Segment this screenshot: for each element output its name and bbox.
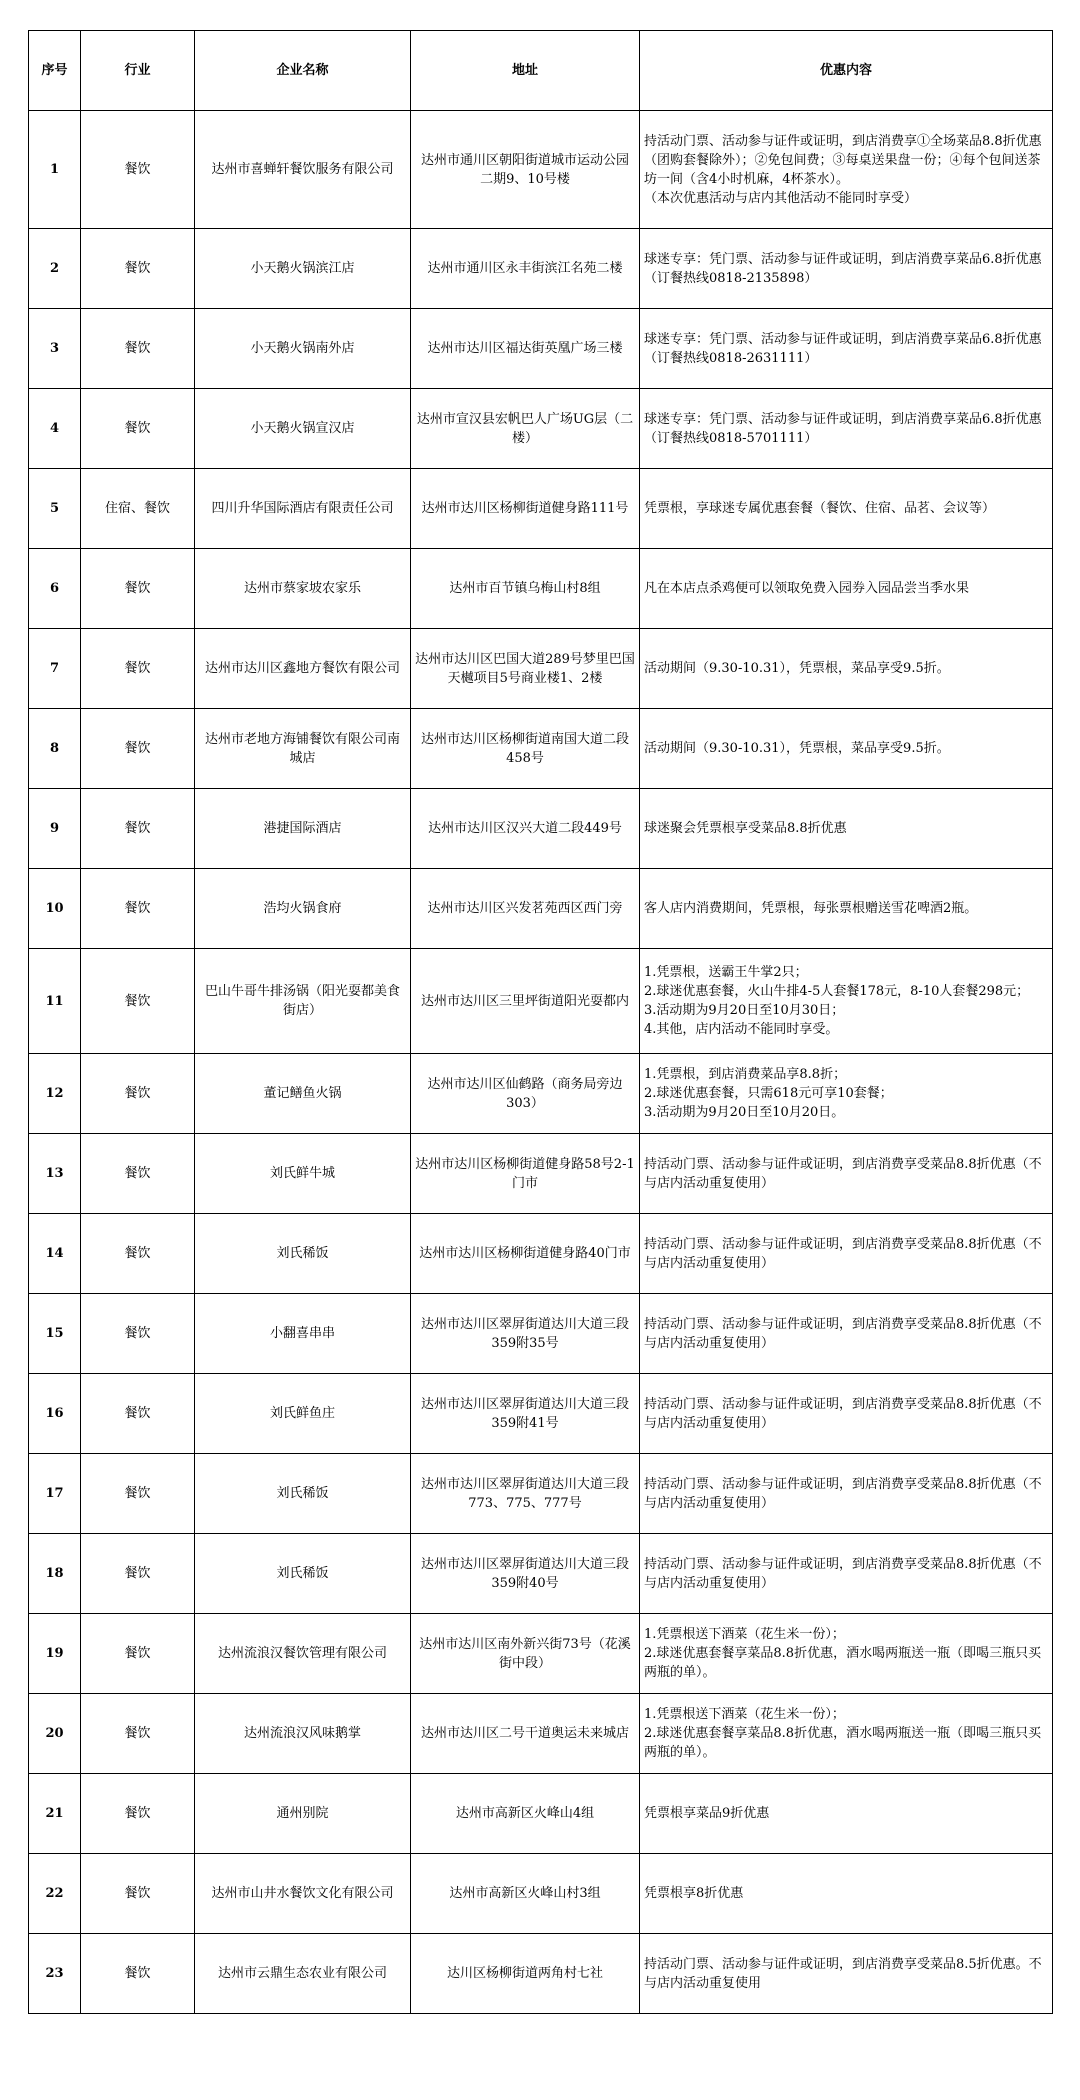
row-company-cell: 小翻喜串串: [195, 1294, 411, 1374]
offer-line: 持活动门票、活动参与证件或证明，到店消费享受菜品8.8折优惠（不与店内活动重复使用）: [644, 1156, 1042, 1191]
row-address-cell: 达州市达川区二号干道奥运未来城店: [411, 1694, 640, 1774]
row-industry-cell: 餐饮: [81, 1774, 195, 1854]
row-company-cell: 小天鹅火锅南外店: [195, 309, 411, 389]
row-industry-cell: 餐饮: [81, 869, 195, 949]
offer-line: 4.其他，店内活动不能同时享受。: [644, 1022, 839, 1037]
row-company-cell: 刘氏稀饭: [195, 1214, 411, 1294]
row-offer-cell: [640, 469, 1053, 549]
row-seq-cell: 16: [29, 1374, 81, 1454]
offer-line: 持活动门票、活动参与证件或证明，到店消费享受菜品8.8折优惠（不与店内活动重复使用）: [644, 1236, 1042, 1271]
row-industry-cell: 餐饮: [81, 1454, 195, 1534]
merchant-discount-table: [28, 30, 1053, 2014]
row-offer-cell: [640, 1214, 1053, 1294]
row-seq-cell: 15: [29, 1294, 81, 1374]
table-row: [29, 1934, 1053, 2014]
offer-line: 活动期间（9.30-10.31），凭票根，菜品享受9.5折。: [644, 661, 950, 676]
row-address-cell: 达州市百节镇乌梅山村8组: [411, 549, 640, 629]
table-row: [29, 229, 1053, 309]
offer-line: 客人店内消费期间，凭票根，每张票根赠送雪花啤酒2瓶。: [644, 901, 978, 916]
offer-line: 1.凭票根，送霸王牛掌2只；: [644, 965, 808, 980]
table-row: [29, 549, 1053, 629]
row-offer-cell: [640, 1534, 1053, 1614]
offer-line: 凡在本店点杀鸡便可以领取免费入园券入园品尝当季水果: [644, 581, 970, 596]
offer-line: 3.活动期为9月20日至10月20日。: [644, 1105, 845, 1120]
row-industry-cell: 餐饮: [81, 549, 195, 629]
row-offer-cell: [640, 1294, 1053, 1374]
row-industry-cell: 餐饮: [81, 111, 195, 229]
table-row: [29, 309, 1053, 389]
offer-line: 活动期间（9.30-10.31），凭票根，菜品享受9.5折。: [644, 741, 950, 756]
row-address-cell: 达州市达川区杨柳街道健身路111号: [411, 469, 640, 549]
table-row: [29, 111, 1053, 229]
offer-line: （订餐热线0818-5701111）: [644, 430, 818, 446]
row-address-cell: 达州市通川区朝阳街道城市运动公园二期9、10号楼: [411, 111, 640, 229]
offer-line: 球迷聚会凭票根享受菜品8.8折优惠: [644, 821, 847, 836]
row-company-cell: 浩均火锅食府: [195, 869, 411, 949]
row-address-cell: 达州市达川区翠屏街道达川大道三段359附35号: [411, 1294, 640, 1374]
row-company-cell: 港捷国际酒店: [195, 789, 411, 869]
row-seq-cell: 4: [29, 389, 81, 469]
row-offer-cell: [640, 1054, 1053, 1134]
row-company-cell: 达州流浪汉餐饮管理有限公司: [195, 1614, 411, 1694]
row-address-cell: 达州市达川区三里坪街道阳光耍都内: [411, 949, 640, 1054]
row-seq-cell: 18: [29, 1534, 81, 1614]
row-industry-cell: 餐饮: [81, 709, 195, 789]
table-row: [29, 389, 1053, 469]
offer-line: 持活动门票、活动参与证件或证明，到店消费享受菜品8.8折优惠（不与店内活动重复使用）: [644, 1316, 1042, 1351]
row-offer-cell: [640, 1614, 1053, 1694]
offer-line: 2.球迷优惠套餐享菜品8.8折优惠，酒水喝两瓶送一瓶（即喝三瓶只买两瓶的单）。: [644, 1726, 1042, 1760]
table-row: [29, 1454, 1053, 1534]
table-row: [29, 709, 1053, 789]
row-company-cell: 四川升华国际酒店有限责任公司: [195, 469, 411, 549]
row-address-cell: 达州市宣汉县宏帆巴人广场UG层（二楼）: [411, 389, 640, 469]
row-company-cell: 刘氏稀饭: [195, 1534, 411, 1614]
table-row: [29, 629, 1053, 709]
row-address-cell: 达州市达川区兴发茗苑西区西门旁: [411, 869, 640, 949]
row-seq-cell: 17: [29, 1454, 81, 1534]
row-industry-cell: 餐饮: [81, 1534, 195, 1614]
row-industry-cell: 餐饮: [81, 309, 195, 389]
row-industry-cell: 餐饮: [81, 389, 195, 469]
row-company-cell: 达州市老地方海铺餐饮有限公司南城店: [195, 709, 411, 789]
table-row: [29, 1054, 1053, 1134]
row-seq-cell: 8: [29, 709, 81, 789]
row-offer-cell: [640, 1374, 1053, 1454]
row-offer-cell: [640, 1854, 1053, 1934]
merchant-discount-table-container: [28, 30, 1052, 2014]
header-offer: 优惠内容: [640, 31, 1053, 111]
offer-line: 凭票根，享球迷专属优惠套餐（餐饮、住宿、品茗、会议等）: [644, 501, 996, 516]
row-industry-cell: 餐饮: [81, 1854, 195, 1934]
row-address-cell: 达州市高新区火峰山村3组: [411, 1854, 640, 1934]
row-offer-cell: [640, 1454, 1053, 1534]
table-body: [29, 111, 1053, 2014]
offer-line: 2.球迷优惠套餐，只需618元可享10套餐；: [644, 1086, 893, 1101]
row-address-cell: 达州市达川区汉兴大道二段449号: [411, 789, 640, 869]
row-company-cell: 刘氏鲜鱼庄: [195, 1374, 411, 1454]
offer-line: 球迷专享：凭门票、活动参与证件或证明，到店消费享菜品6.8折优惠: [644, 331, 1042, 347]
row-seq-cell: 9: [29, 789, 81, 869]
row-seq-cell: 2: [29, 229, 81, 309]
offer-line: 3.活动期为9月20日至10月30日；: [644, 1003, 845, 1018]
table-row: [29, 1694, 1053, 1774]
offer-line: 持活动门票、活动参与证件或证明，到店消费享受菜品8.8折优惠（不与店内活动重复使用）: [644, 1556, 1042, 1591]
table-row: [29, 1134, 1053, 1214]
offer-line: 凭票根享8折优惠: [644, 1886, 744, 1901]
row-seq-cell: 6: [29, 549, 81, 629]
table-row: [29, 869, 1053, 949]
row-company-cell: 小天鹅火锅宣汉店: [195, 389, 411, 469]
row-company-cell: 达州市蔡家坡农家乐: [195, 549, 411, 629]
table-row: [29, 1614, 1053, 1694]
row-offer-cell: [640, 111, 1053, 229]
row-industry-cell: 餐饮: [81, 1294, 195, 1374]
row-industry-cell: 餐饮: [81, 1214, 195, 1294]
offer-line: 持活动门票、活动参与证件或证明，到店消费享①全场菜品8.8折优惠（团购套餐除外）；②免包间费；③每桌送果盘一份；④每个包间送茶坊一间（含4小时机麻，4杯茶水）。: [644, 133, 1042, 187]
table-row: [29, 949, 1053, 1054]
row-offer-cell: [640, 549, 1053, 629]
table-header-row: [29, 31, 1053, 111]
table-row: [29, 789, 1053, 869]
row-industry-cell: 餐饮: [81, 1934, 195, 2014]
row-seq-cell: 23: [29, 1934, 81, 2014]
row-address-cell: 达州市高新区火峰山4组: [411, 1774, 640, 1854]
row-offer-cell: [640, 1774, 1053, 1854]
row-offer-cell: [640, 389, 1053, 469]
row-offer-cell: [640, 1934, 1053, 2014]
row-address-cell: 达州市达川区杨柳街道健身路40门市: [411, 1214, 640, 1294]
row-offer-cell: [640, 709, 1053, 789]
row-offer-cell: [640, 1694, 1053, 1774]
table-row: [29, 1774, 1053, 1854]
offer-line: 持活动门票、活动参与证件或证明，到店消费享受菜品8.8折优惠（不与店内活动重复使用）: [644, 1396, 1042, 1431]
row-company-cell: 达州流浪汉风味鹅掌: [195, 1694, 411, 1774]
row-industry-cell: 餐饮: [81, 229, 195, 309]
row-offer-cell: [640, 1134, 1053, 1214]
row-company-cell: 通州别院: [195, 1774, 411, 1854]
row-seq-cell: 19: [29, 1614, 81, 1694]
row-offer-cell: [640, 309, 1053, 389]
row-company-cell: 达州市山井水餐饮文化有限公司: [195, 1854, 411, 1934]
table-row: [29, 1854, 1053, 1934]
row-company-cell: 小天鹅火锅滨江店: [195, 229, 411, 309]
row-company-cell: 刘氏稀饭: [195, 1454, 411, 1534]
offer-line: （订餐热线0818-2135898）: [644, 270, 818, 286]
row-seq-cell: 14: [29, 1214, 81, 1294]
header-address: 地址: [411, 31, 640, 111]
row-industry-cell: 餐饮: [81, 1054, 195, 1134]
header-industry: 行业: [81, 31, 195, 111]
offer-line: （本次优惠活动与店内其他活动不能同时享受）: [644, 190, 918, 206]
row-address-cell: 达州市达川区南外新兴街73号（花溪街中段）: [411, 1614, 640, 1694]
offer-line: 1.凭票根送下酒菜（花生米一份）；: [644, 1707, 845, 1722]
row-offer-cell: [640, 789, 1053, 869]
row-seq-cell: 5: [29, 469, 81, 549]
row-address-cell: 达州市达川区杨柳街道南国大道二段458号: [411, 709, 640, 789]
offer-line: 持活动门票、活动参与证件或证明，到店消费享受菜品8.8折优惠（不与店内活动重复使用）: [644, 1476, 1042, 1511]
table-row: [29, 1294, 1053, 1374]
row-company-cell: 达州市喜蝉轩餐饮服务有限公司: [195, 111, 411, 229]
row-industry-cell: 餐饮: [81, 1614, 195, 1694]
row-offer-cell: [640, 229, 1053, 309]
row-offer-cell: [640, 629, 1053, 709]
row-offer-cell: [640, 869, 1053, 949]
row-seq-cell: 1: [29, 111, 81, 229]
offer-line: （订餐热线0818-2631111）: [644, 350, 818, 366]
row-seq-cell: 21: [29, 1774, 81, 1854]
row-industry-cell: 餐饮: [81, 1134, 195, 1214]
row-company-cell: 董记鳝鱼火锅: [195, 1054, 411, 1134]
row-company-cell: 达州市云鼎生态农业有限公司: [195, 1934, 411, 2014]
table-row: [29, 1214, 1053, 1294]
row-seq-cell: 13: [29, 1134, 81, 1214]
offer-line: 球迷专享：凭门票、活动参与证件或证明，到店消费享菜品6.8折优惠: [644, 411, 1042, 427]
row-industry-cell: 餐饮: [81, 1694, 195, 1774]
offer-line: 1.凭票根，到店消费菜品享8.8折；: [644, 1067, 847, 1082]
table-row: [29, 469, 1053, 549]
row-address-cell: 达州市达川区翠屏街道达川大道三段359附41号: [411, 1374, 640, 1454]
row-offer-cell: [640, 949, 1053, 1054]
table-row: [29, 1534, 1053, 1614]
header-seq: 序号: [29, 31, 81, 111]
row-seq-cell: 22: [29, 1854, 81, 1934]
offer-line: 2.球迷优惠套餐，火山牛排4-5人套餐178元，8-10人套餐298元；: [644, 984, 1030, 999]
row-industry-cell: 餐饮: [81, 629, 195, 709]
row-address-cell: 达州市通川区永丰街滨江名苑二楼: [411, 229, 640, 309]
row-address-cell: 达州市达川区翠屏街道达川大道三段773、775、777号: [411, 1454, 640, 1534]
row-company-cell: 达州市达川区鑫地方餐饮有限公司: [195, 629, 411, 709]
row-industry-cell: 餐饮: [81, 1374, 195, 1454]
row-seq-cell: 10: [29, 869, 81, 949]
row-address-cell: 达州市达川区仙鹤路（商务局旁边303）: [411, 1054, 640, 1134]
row-industry-cell: 餐饮: [81, 949, 195, 1054]
table-row: [29, 1374, 1053, 1454]
row-address-cell: 达州市达川区杨柳街道健身路58号2-1门市: [411, 1134, 640, 1214]
row-seq-cell: 11: [29, 949, 81, 1054]
row-industry-cell: 餐饮: [81, 789, 195, 869]
offer-line: 1.凭票根送下酒菜（花生米一份）；: [644, 1627, 845, 1642]
row-address-cell: 达川区杨柳街道两角村七社: [411, 1934, 640, 2014]
row-seq-cell: 3: [29, 309, 81, 389]
row-company-cell: 刘氏鲜牛城: [195, 1134, 411, 1214]
offer-line: 2.球迷优惠套餐享菜品8.8折优惠，酒水喝两瓶送一瓶（即喝三瓶只买两瓶的单）。: [644, 1646, 1042, 1680]
row-seq-cell: 7: [29, 629, 81, 709]
row-industry-cell: 住宿、餐饮: [81, 469, 195, 549]
offer-line: 凭票根享菜品9折优惠: [644, 1806, 770, 1821]
row-seq-cell: 20: [29, 1694, 81, 1774]
row-company-cell: 巴山牛哥牛排汤锅（阳光耍都美食街店）: [195, 949, 411, 1054]
row-address-cell: 达州市达川区福达街英凰广场三楼: [411, 309, 640, 389]
row-address-cell: 达州市达川区巴国大道289号梦里巴国天樾项目5号商业楼1、2楼: [411, 629, 640, 709]
offer-line: 球迷专享：凭门票、活动参与证件或证明，到店消费享菜品6.8折优惠: [644, 251, 1042, 267]
row-seq-cell: 12: [29, 1054, 81, 1134]
header-company: 企业名称: [195, 31, 411, 111]
row-address-cell: 达州市达川区翠屏街道达川大道三段359附40号: [411, 1534, 640, 1614]
offer-line: 持活动门票、活动参与证件或证明，到店消费享受菜品8.5折优惠。不与店内活动重复使用: [644, 1956, 1042, 1991]
